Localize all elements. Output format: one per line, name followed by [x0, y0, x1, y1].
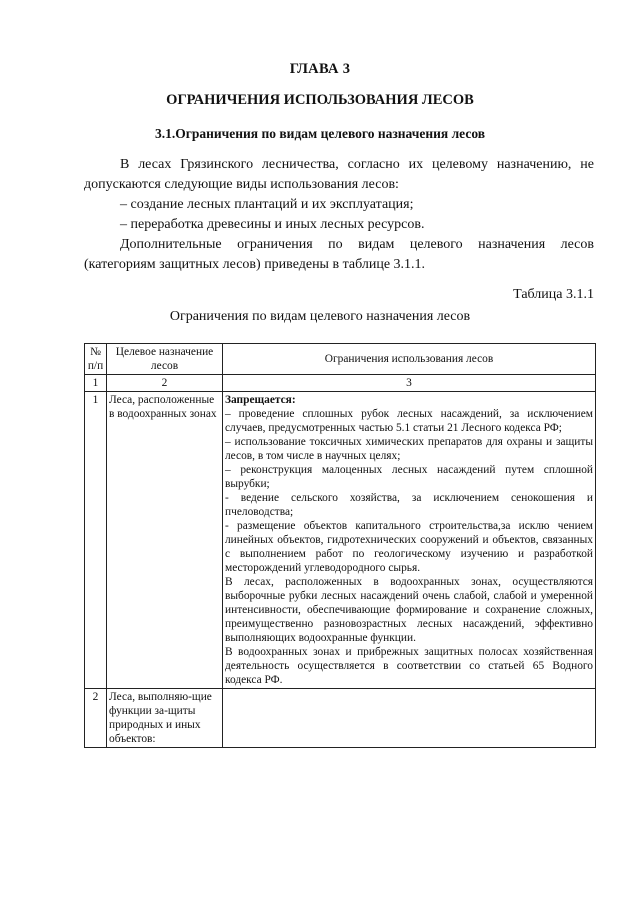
table-label: Таблица 3.1.1 — [513, 287, 594, 302]
table-row — [85, 392, 596, 689]
header-purpose: Целевое назначение лесов — [107, 344, 223, 375]
table-row — [85, 689, 596, 748]
row-restrictions — [223, 392, 596, 689]
restriction-item: – использование токсичных химических препаратов для охраны и защиты лесов, в том числе в научных целях; — [225, 436, 593, 462]
column-number-row — [85, 375, 596, 392]
row-purpose: Леса, выполняю-щие функции за-щиты природных и иных объектов: — [107, 689, 223, 748]
paragraph: Дополнительные ограничения по видам целевого назначения лесов (категориям защитных лесов) приведены в таблице 3.1.1. — [84, 237, 594, 272]
restriction-item: – проведение сплошных рубок лесных насаждений, за исключением случаев, предусмотренных частью 5.1 статьи 21 Лесного кодекса РФ; — [225, 408, 593, 434]
col-number: 3 — [223, 375, 596, 392]
table-header-row — [85, 344, 596, 375]
col-number: 1 — [85, 375, 107, 392]
restriction-item: - ведение сельского хозяйства, за исключением сенокошения и пчеловодства; — [225, 492, 593, 518]
chapter-heading: ГЛАВА 3 — [289, 61, 351, 77]
paragraph: В лесах Грязинского лесничества, согласно их целевому назначению, не допускаются следующие виды использования лесов: — [84, 157, 594, 192]
restrictions-heading: Запрещается: — [225, 394, 296, 406]
restriction-note: В водоохранных зонах и прибрежных защитных полосах хозяйственная деятельность осуществляется в соответствии со статьей 65 Водного кодекса РФ. — [225, 646, 593, 686]
chapter-title: ОГРАНИЧЕНИЯ ИСПОЛЬЗОВАНИЯ ЛЕСОВ — [166, 92, 474, 108]
restriction-note: В лесах, расположенных в водоохранных зонах, осуществляются выборочные рубки лесных насаждений очень слабой, слабой и умеренной интенсивности, обеспечивающие формирование и сохранение сложных, преимущественно разновозрастных лесных насаждений, эффективно выполняющих водоохранные функции. — [225, 576, 593, 644]
table-caption: Ограничения по видам целевого назначения лесов — [169, 309, 471, 324]
restriction-item: – реконструкция малоценных лесных насаждений путем сплошной вырубки; — [225, 464, 593, 490]
row-restrictions — [223, 689, 596, 748]
restriction-item: - размещение объектов капитального строительства,за исклю чением линейных объектов, гидротехнических сооружений и объектов, связанных с выполнением работ по геологическому изучению и разработкой месторождений углеводородного сырья. — [225, 520, 593, 574]
row-purpose: Леса, расположенные в водоохранных зонах — [107, 392, 223, 689]
row-num: 1 — [85, 392, 107, 689]
restrictions-table — [84, 343, 596, 748]
row-num: 2 — [85, 689, 107, 748]
list-item: – создание лесных плантаций и их эксплуатация; — [120, 197, 414, 212]
section-heading: 3.1.Ограничения по видам целевого назначения лесов — [154, 126, 486, 141]
header-num: № п/п — [85, 344, 107, 375]
header-restrictions: Ограничения использования лесов — [223, 344, 596, 375]
list-item: – переработка древесины и иных лесных ресурсов. — [120, 217, 425, 232]
body-text — [84, 155, 594, 275]
col-number: 2 — [107, 375, 223, 392]
